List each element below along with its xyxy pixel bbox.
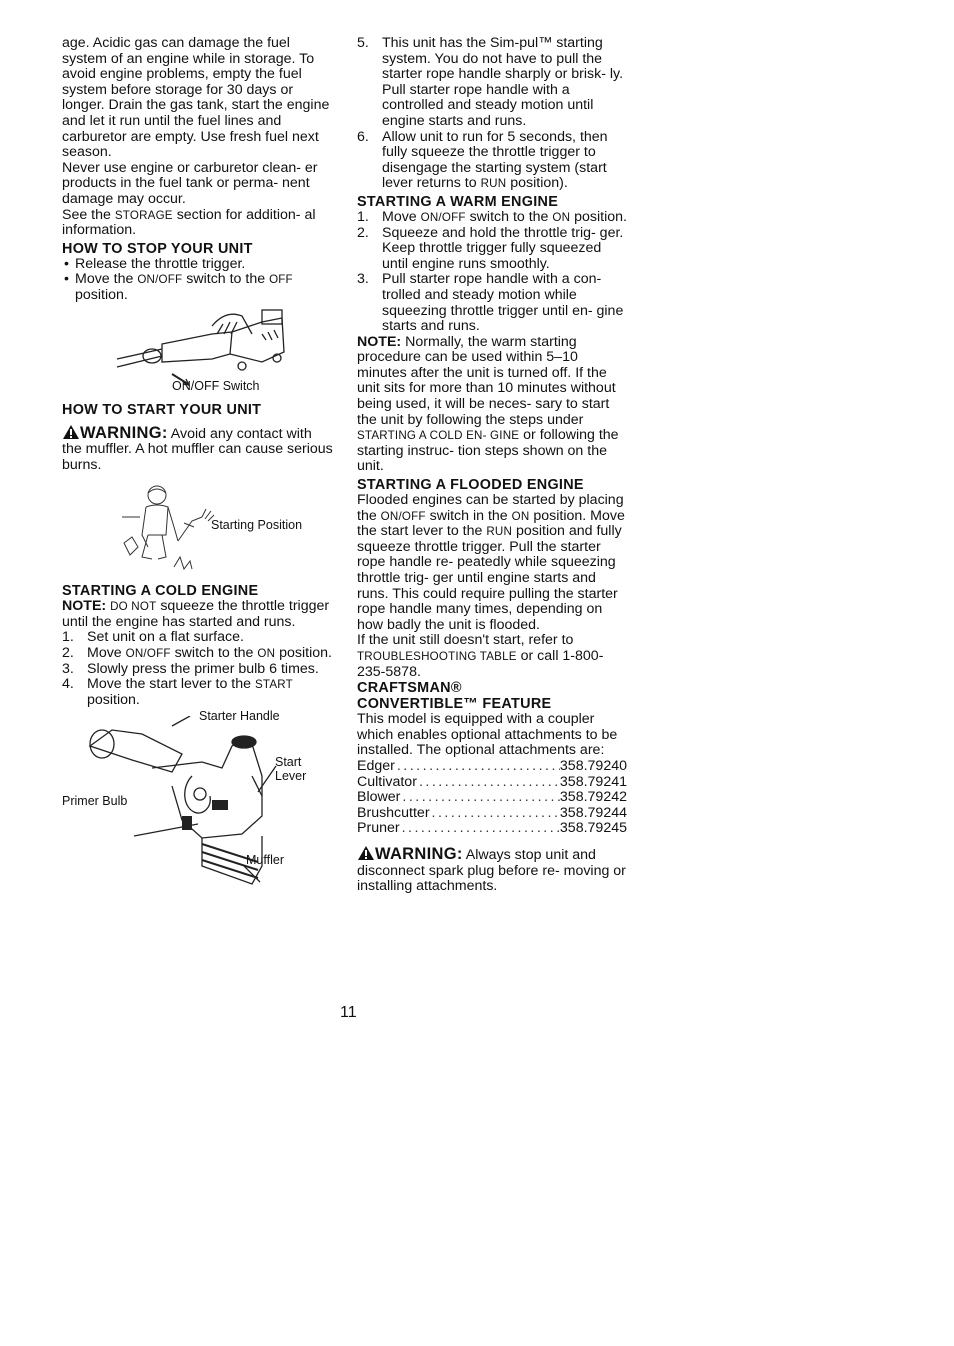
cold-engine-steps-continued xyxy=(357,36,627,192)
list-item: Blower ..... 358.79242 xyxy=(357,790,627,806)
list-item: 1. Set unit on a flat surface. xyxy=(62,629,244,646)
list-item: 2. Squeeze and hold the throttle trig- ger. Keep throttle trigger fully squeezed until engine runs smoothly. xyxy=(357,224,624,272)
warning-label: WARNING: xyxy=(375,844,463,863)
starting-position-caption: Starting Position xyxy=(211,518,303,533)
warning-triangle-icon xyxy=(357,845,375,861)
list-item: • Move the ON/OFF switch to the OFF position. xyxy=(62,272,334,303)
warm-engine-heading: STARTING A WARM ENGINE xyxy=(357,193,559,210)
switch-figure xyxy=(62,304,334,396)
list-item: 3. Slowly press the primer bulb 6 times. xyxy=(62,660,319,677)
primer-bulb-label: Primer Bulb xyxy=(62,794,128,809)
list-item: 4. Move the start lever to the START position. xyxy=(62,676,293,708)
list-item: Edger ..... 358.79240 xyxy=(357,759,627,775)
right-column xyxy=(357,36,627,895)
start-lever-label-1: Start xyxy=(275,755,302,770)
muffler-label: Muffler xyxy=(246,853,284,868)
list-item: Brushcutter ..... 358.79244 xyxy=(357,806,627,822)
start-unit-heading: HOW TO START YOUR UNIT xyxy=(62,401,262,418)
list-item: Pruner ..... 358.79245 xyxy=(357,821,627,837)
cold-engine-steps xyxy=(62,630,334,708)
list-item: • Release the throttle trigger. xyxy=(62,257,334,273)
list-item: 6. Allow unit to run for 5 seconds, then fully squeeze the throttle trigger to disengage the starting system (start lever returns to RUN position). xyxy=(357,128,608,192)
stop-unit-heading: HOW TO STOP YOUR UNIT xyxy=(62,240,253,257)
list-item: Cultivator ..... 358.79241 xyxy=(357,775,627,791)
list-item: 2. Move ON/OFF switch to the ON position. xyxy=(62,645,332,662)
page-number: 11 xyxy=(340,1004,357,1021)
starting-position-figure xyxy=(62,477,334,583)
flooded-engine-heading: STARTING A FLOODED ENGINE xyxy=(357,477,584,494)
left-column xyxy=(62,36,334,896)
list-item: 5. This unit has the Sim-pul™ starting system. You do not have to pull the starter rope handle sharply or brisk- ly. Pull starter rope handle with a controlled and steady motion until engine starts and runs. xyxy=(357,35,624,129)
craftsman-paragraph: This model is equipped with a coupler which enables optional attachments to be installed. The optional attachments are: xyxy=(357,711,618,759)
start-lever-label-2: Lever xyxy=(275,769,307,784)
intro-paragraph-3: See the STORAGE section for addition- al information. xyxy=(62,206,316,239)
attachments-warning: WARNING: Always stop unit and disconnect spark plug before re- moving or installing attachments. xyxy=(357,844,626,895)
cold-engine-heading: STARTING A COLD ENGINE xyxy=(62,583,259,600)
warning-triangle-icon xyxy=(62,424,80,440)
intro-paragraph-2: Never use engine or carburetor clean- er products in the fuel tank or perma- nent damage may occur. xyxy=(62,159,318,207)
warm-engine-steps xyxy=(357,210,627,335)
warm-engine-note: NOTE: Normally, the warm starting procedure can be used within 5–10 minutes after the unit is turned off. If the unit sits for more than 10 minutes without being used, it will be neces- sary to start the unit by following the steps under STARTING A COLD EN- GINE or following the starting instruc- tion steps shown on the unit. xyxy=(357,333,619,475)
cold-engine-note: NOTE: DO NOT squeeze the throttle trigger until the engine has started and runs. xyxy=(62,598,330,630)
engine-figure xyxy=(62,709,334,896)
craftsman-heading: CRAFTSMAN® CONVERTIBLE™ FEATURE xyxy=(357,680,552,713)
stop-unit-list xyxy=(62,257,334,304)
warning-label: WARNING: xyxy=(80,423,168,442)
list-item: 1. Move ON/OFF switch to the ON position. xyxy=(357,208,627,225)
switch-caption: ON/OFF Switch xyxy=(172,378,260,393)
list-item: 3. Pull starter rope handle with a con- trolled and steady motion while squeezing throttle trigger until en- gine starts and runs. xyxy=(357,271,624,335)
troubleshooting-paragraph: If the unit still doesn't start, refer to TROUBLESHOOTING TABLE or call 1-800-235-5878. xyxy=(357,632,604,680)
attachments-list xyxy=(357,759,627,837)
starter-handle-label: Starter Handle xyxy=(199,709,280,724)
flooded-engine-paragraph: Flooded engines can be started by placing the ON/OFF switch in the ON position. Move the start lever to the RUN position and fully squeeze throttle trigger. Pull the starter rope handle re- peatedly while squeezing throttle trig- ger until engine starts and runs. This could require pulling the starter rope handle many times, depending on how badly the unit is flooded. xyxy=(357,492,625,633)
muffler-warning: WARNING: Avoid any contact with the muffler. A hot muffler can cause serious burns. xyxy=(62,423,333,473)
intro-paragraph-1: age. Acidic gas can damage the fuel system of an engine while in storage. To avoid engine problems, empty the fuel system before storage for 30 days or longer. Drain the gas tank, start the engine and let it run until the fuel lines and carburetor are empty. Use fresh fuel next season. xyxy=(62,35,330,161)
